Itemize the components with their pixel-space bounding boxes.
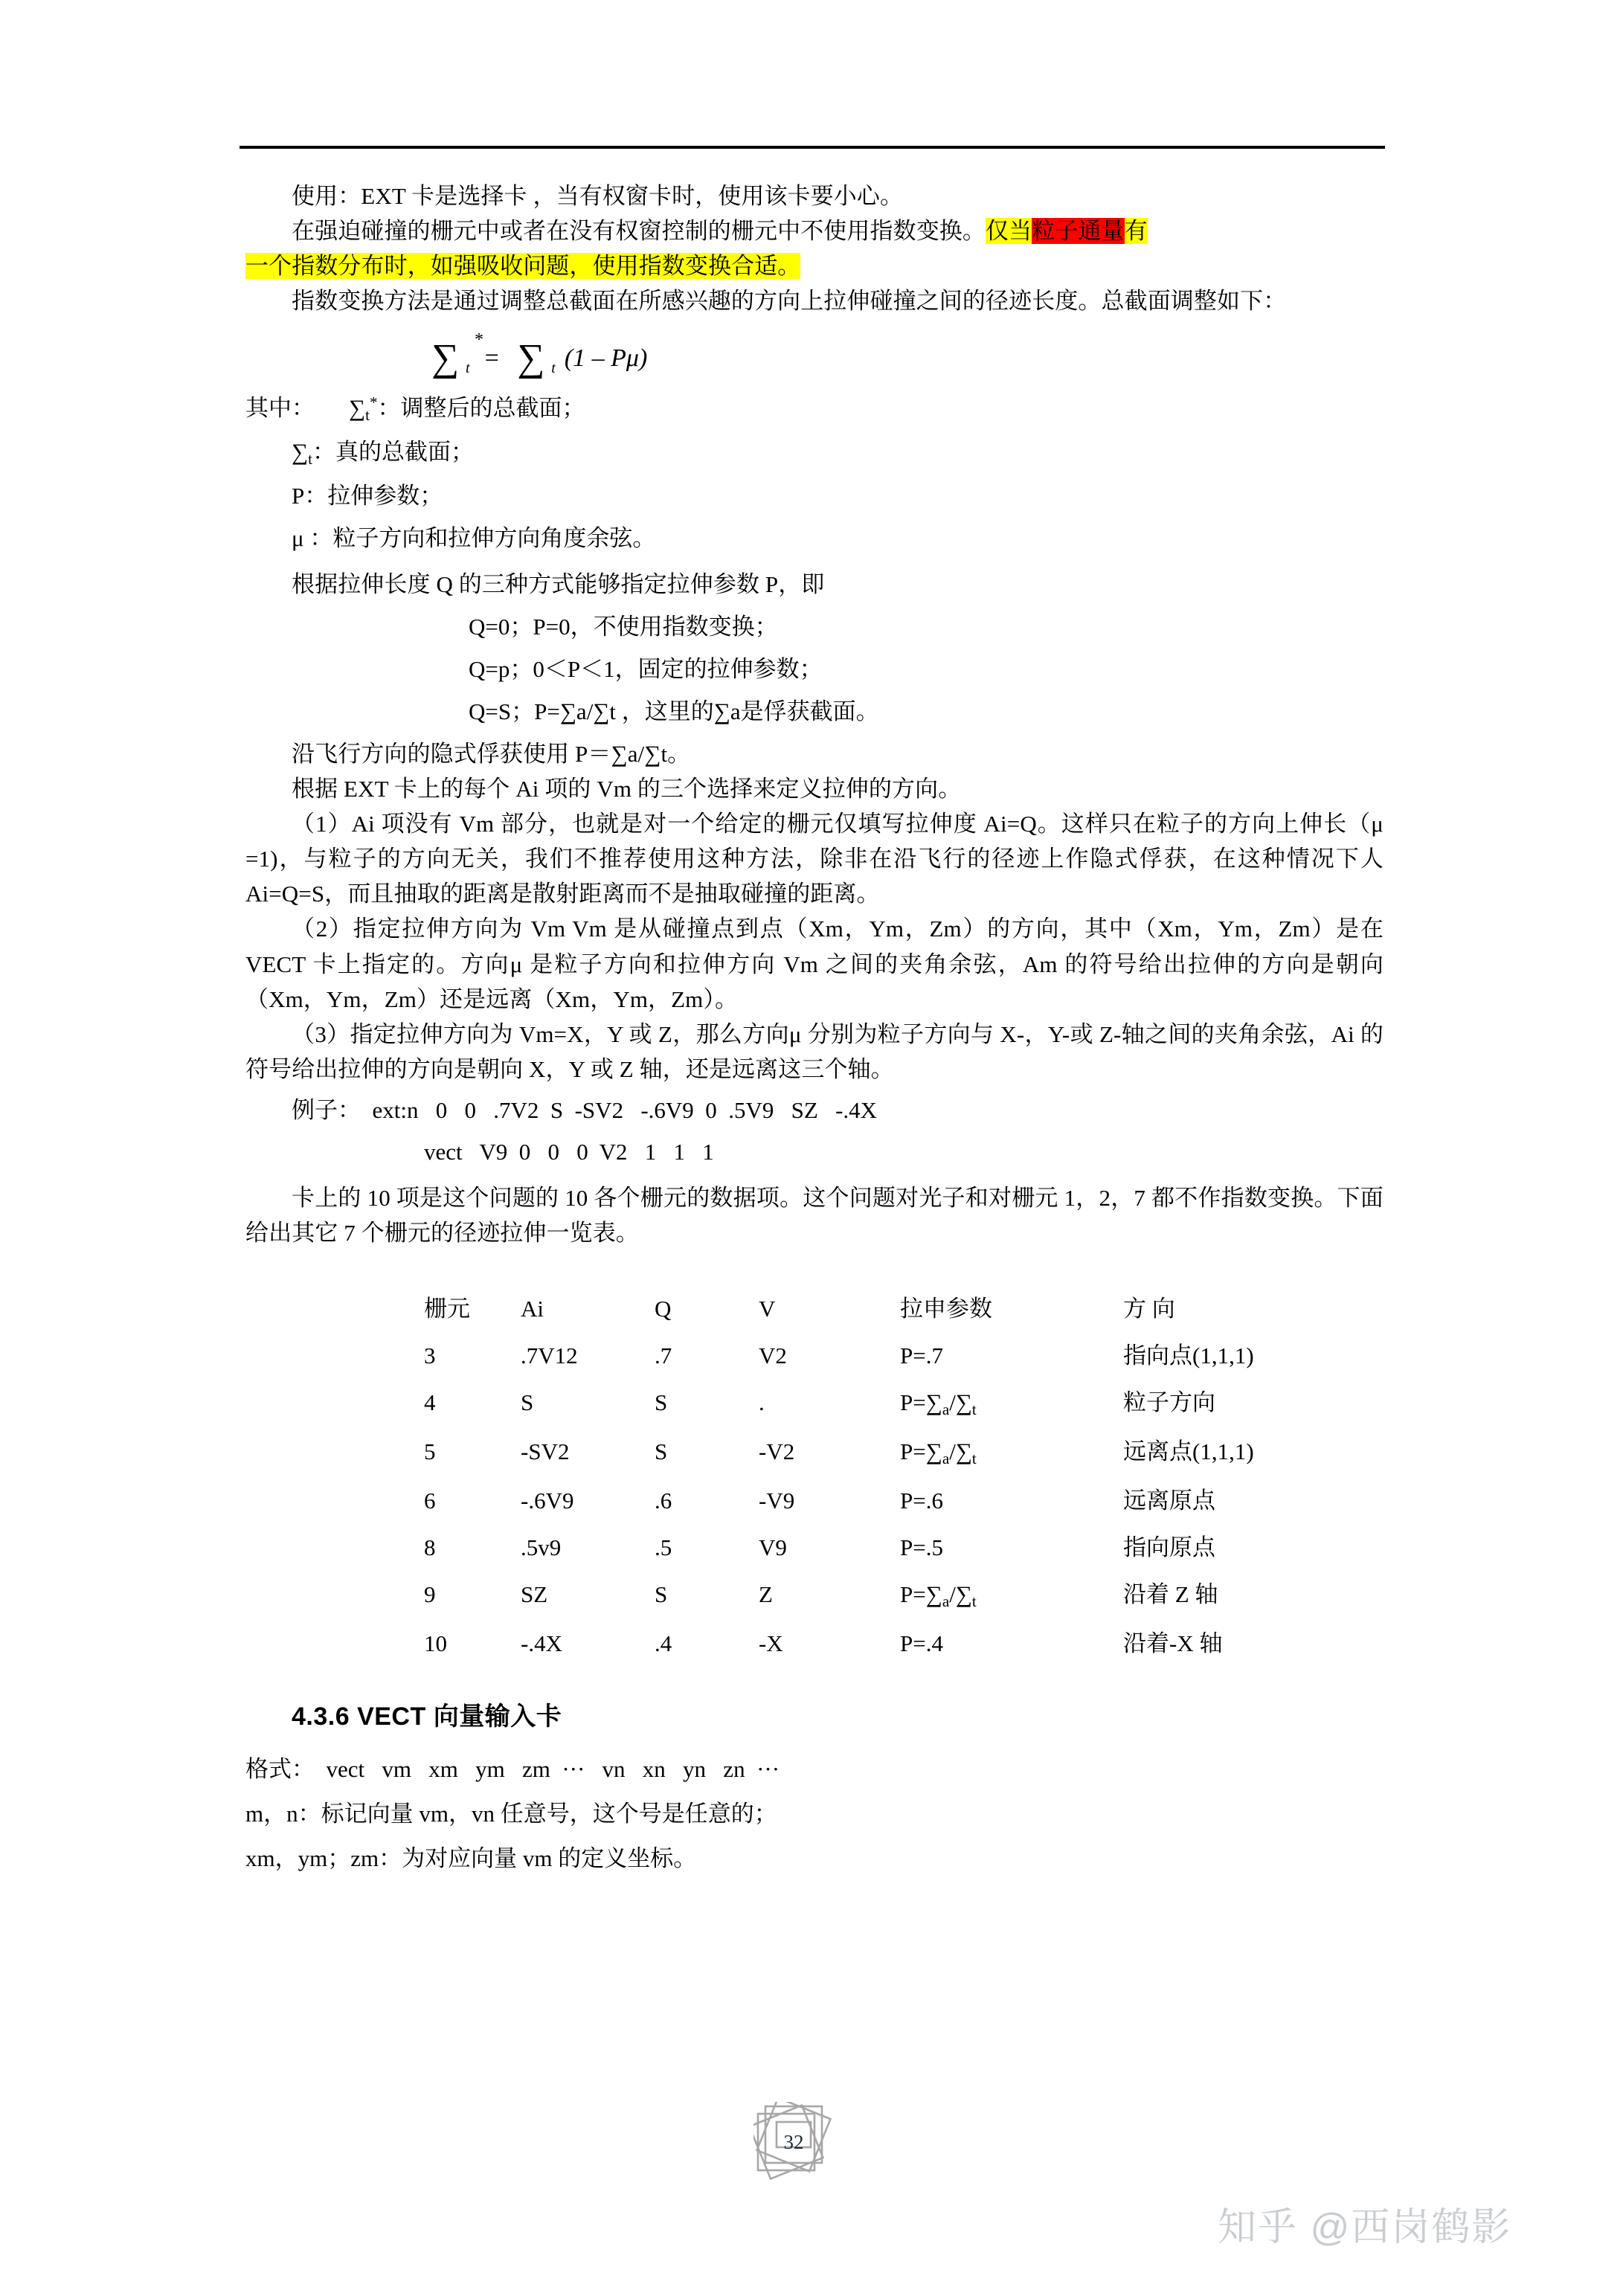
table-cell-ai: SZ [521,1581,548,1608]
q-option-line-0: Q=0；P=0，不使用指数变换； [469,613,778,640]
vect-format-value: vect vm xm ym zm ··· vn xn yn zn ··· [326,1756,780,1783]
table-cell-direction: 沿着-X 轴 [1123,1630,1223,1657]
formula-rhs-sigma [517,332,556,380]
formula-rhs-body: (1 – Pμ) [564,344,648,373]
sigma-fraction: $\sum_a/\sum_t$ [925,1389,977,1419]
table-row [424,1426,1361,1475]
table-cell-param [900,1426,1123,1475]
table-cell-ai: -.6V9 [521,1488,574,1514]
table-cell-v: . [759,1389,765,1416]
sigma-fraction: $\sum_a/\sum_t$ [925,1581,977,1611]
table-row [424,1475,1361,1522]
definition-lead: 其中： [245,395,315,422]
table-cell-direction: 粒子方向 [1123,1389,1215,1416]
table-cell-q: .5 [655,1534,672,1561]
paragraph-usage: 使用：EXT 卡是选择卡 ，当有权窗卡时，使用该卡要小心。 [292,183,904,209]
definition-symbol-0: ∑ [349,395,366,422]
definition-item-3 [245,521,1383,556]
definition-sup-0: * [369,393,378,412]
table-cell-v: V2 [759,1342,787,1369]
definition-desc-3: ：粒子方向和拉伸方向角度余弦。 [303,525,656,552]
definition-item-2 [245,478,1383,513]
section-heading-vect: 4.3.6 VECT 向量输入卡 [292,1702,562,1731]
sigma-glyph-lhs: ∑ [431,337,460,380]
table-header-q: Q [655,1296,672,1322]
table-row [424,1618,1361,1665]
paragraph-highlighted [245,213,1383,283]
page-number-ornament [753,2102,834,2182]
table-cell-q: S [655,1438,668,1465]
table-cell-param-text: P=.7 [900,1342,943,1369]
table-cell-param-text: P= [900,1581,926,1608]
definition-symbol-3: μ [292,525,304,552]
definition-symbol-2: P [292,483,305,509]
table-cell-direction: 沿着 Z 轴 [1123,1581,1218,1608]
definition-item-1 [245,434,1383,471]
table-body [424,1330,1361,1665]
table-cell-param-text: P= [900,1438,926,1465]
table-cell-q: .6 [655,1488,672,1514]
table-cell-id: 8 [424,1534,436,1561]
table-cell-id: 5 [424,1438,436,1465]
definition-item-0 [245,390,1383,427]
table-cell-ai: -.4X [521,1630,562,1657]
table-cell-param [900,1569,1123,1618]
vect-line-xyz: xm，ym；zm：为对应向量 vm 的定义坐标。 [245,1845,697,1872]
table-cell-ai: .7V12 [521,1342,578,1369]
track-stretch-table [424,1283,1361,1665]
table-cell-q: S [655,1581,668,1608]
table-cell-direction: 远离点(1,1,1) [1123,1438,1254,1465]
sigma-glyph-rhs: ∑ [517,337,545,380]
formula-lhs [431,330,483,380]
sigma-sub-lhs: t [466,360,470,377]
table-cell-q: .4 [655,1630,672,1657]
definition-list [245,390,1383,556]
table-cell-ai: -SV2 [521,1438,570,1465]
table-cell-v: -V2 [759,1438,795,1465]
paragraph-direction-item2: （2）指定拉伸方向为 Vm Vm 是从碰撞点到点（Xm，Ym，Zm）的方向，其中（Xm，Ym，Zm）是在 VECT 卡上指定的。方向μ 是粒子方向和拉伸方向 Vm 之间的夹角余弦，Am 的符号给出拉伸的方向是朝向（Xm，Ym，Zm）还是远离（Xm，Ym，Zm）。 [245,916,1383,1012]
example-code-ext: ext:n 0 0 .7V2 S -SV2 -.6V9 0 .5V9 SZ -.4X [372,1097,878,1124]
table-header-cell: 栅元 [424,1296,470,1322]
table-cell-param [900,1522,1123,1569]
table-cell-param-text: P=.5 [900,1534,943,1561]
table-cell-v: -X [759,1630,783,1657]
formula-sigma-adjustment [245,330,1383,380]
table-cell-q: .7 [655,1342,672,1369]
vect-format-label: 格式： [245,1756,315,1783]
table-header-ai-text: Ai [521,1296,544,1322]
table-cell-param [900,1475,1123,1522]
table-row [424,1522,1361,1569]
table-cell-param-text: P=.4 [900,1630,943,1657]
table-cell-direction: 指向原点 [1123,1534,1215,1561]
table-cell-param-text: P=.6 [900,1488,943,1514]
page-number: 32 [783,2130,804,2153]
table-cell-param [900,1377,1123,1426]
table-cell-param-text: P= [900,1389,926,1416]
paragraph-q-intro: 根据拉伸长度 Q 的三种方式能够指定拉伸参数 P，即 [292,570,825,597]
table-header-param: 拉申参数 [900,1296,992,1322]
table-row [424,1569,1361,1618]
table-cell-v: Z [759,1581,773,1608]
paragraph-method: 指数变换方法是通过调整总截面在所感兴趣的方向上拉伸碰撞之间的径迹长度。总截面调整如下： [292,288,1287,315]
table-cell-id: 3 [424,1342,436,1369]
table-cell-v: V9 [759,1534,787,1561]
sigma-sub-rhs: t [551,360,556,377]
q-option-line-2: Q=S；P=∑a/∑t ，这里的∑a是俘获截面。 [469,698,879,724]
highlight-yellow-b: 有 [1124,218,1148,245]
highlight-yellow-a: 仅当 [986,218,1032,245]
table-cell-v: -V9 [759,1488,795,1514]
q-option-line-1: Q=p；0＜P＜1，固定的拉伸参数； [469,655,823,682]
table-row [424,1377,1361,1426]
example-line-2: vect V9 0 0 0 V2 1 1 1 [424,1139,714,1165]
table-cell-ai: .5v9 [521,1534,562,1561]
table-header-row [424,1283,1361,1330]
watermark: 知乎 @西岗鹤影 [1218,2206,1512,2249]
formula-equals: = [484,344,499,373]
example-line-1 [245,1093,1383,1128]
table-cell-id: 10 [424,1630,447,1657]
paragraph-direction-item1: （1）Ai 项没有 Vm 部分，也就是对一个给定的栅元仅填写拉伸度 Ai=Q。这样只在粒子的方向上伸长（μ =1)，与粒子的方向无关，我们不推荐使用这种方法，除非在沿飞行的径迹上作隐式俘获，在这种情况下人 Ai=Q=S，而且抽取的距离是散射距离而不是抽取碰撞的距离。 [245,811,1383,907]
sigma-fraction: $\sum_a/\sum_t$ [925,1438,977,1468]
definition-desc-2: ：拉伸参数； [304,483,443,509]
table-cell-id: 4 [424,1389,436,1416]
table-cell-direction: 远离原点 [1123,1488,1215,1514]
header-rule [240,146,1385,149]
table-cell-direction: 指向点(1,1,1) [1123,1342,1254,1369]
definition-sub-1: t [308,450,312,469]
paragraph-example-note: 卡上的 10 项是这个问题的 10 各个栅元的数据项。这个问题对光子和对栅元 1，2，7 都不作指数变换。下面给出其它 7 个栅元的径迹拉伸一览表。 [245,1185,1383,1247]
definition-sub-0: t [365,406,370,425]
definition-desc-0: ：调整后的总截面； [377,395,585,422]
table-cell-id: 6 [424,1488,436,1514]
paragraph-direction-intro: 根据 EXT 卡上的每个 Ai 项的 Vm 的三个选择来定义拉伸的方向。 [292,776,962,803]
definition-desc-1: ：真的总截面； [312,439,474,466]
table-cell-ai: S [521,1389,534,1416]
vect-line-mn: m，n：标记向量 vm，vn 任意号，这个号是任意的； [245,1801,777,1827]
table-header-ai [521,1283,655,1330]
table-cell-q: S [655,1389,668,1416]
table-cell-id: 9 [424,1581,436,1608]
highlight-red: 粒子通量 [1032,218,1125,245]
sigma-star: * [475,330,483,350]
table-cell-param [900,1618,1123,1665]
definition-symbol-1: ∑ [292,439,309,466]
page-content [245,179,1383,1885]
example-label: 例子： [292,1097,361,1124]
vect-format-line [245,1752,1383,1787]
table-header-direction: 方 向 [1123,1296,1175,1322]
highlight-yellow-c: 一个指数分布时，如强吸收问题，使用指数变换合适。 [245,253,801,280]
table-header-v: V [759,1296,776,1322]
paragraph-direction-item3: （3）指定拉伸方向为 Vm=X，Y 或 Z，那么方向μ 分别为粒子方向与 X-，Y-或 Z-轴之间的夹角余弦，Ai 的符号给出拉伸的方向是朝向 X，Y 或 Z 轴，还是远离这三个轴。 [245,1020,1383,1082]
paragraph-implicit-capture: 沿飞行方向的隐式俘获使用 P＝∑a/∑t。 [292,740,691,767]
paragraph-highlighted-plain: 在强迫碰撞的栅元中或者在没有权窗控制的栅元中不使用指数变换。 [292,218,986,245]
table-row [424,1330,1361,1377]
table-cell-param [900,1330,1123,1377]
